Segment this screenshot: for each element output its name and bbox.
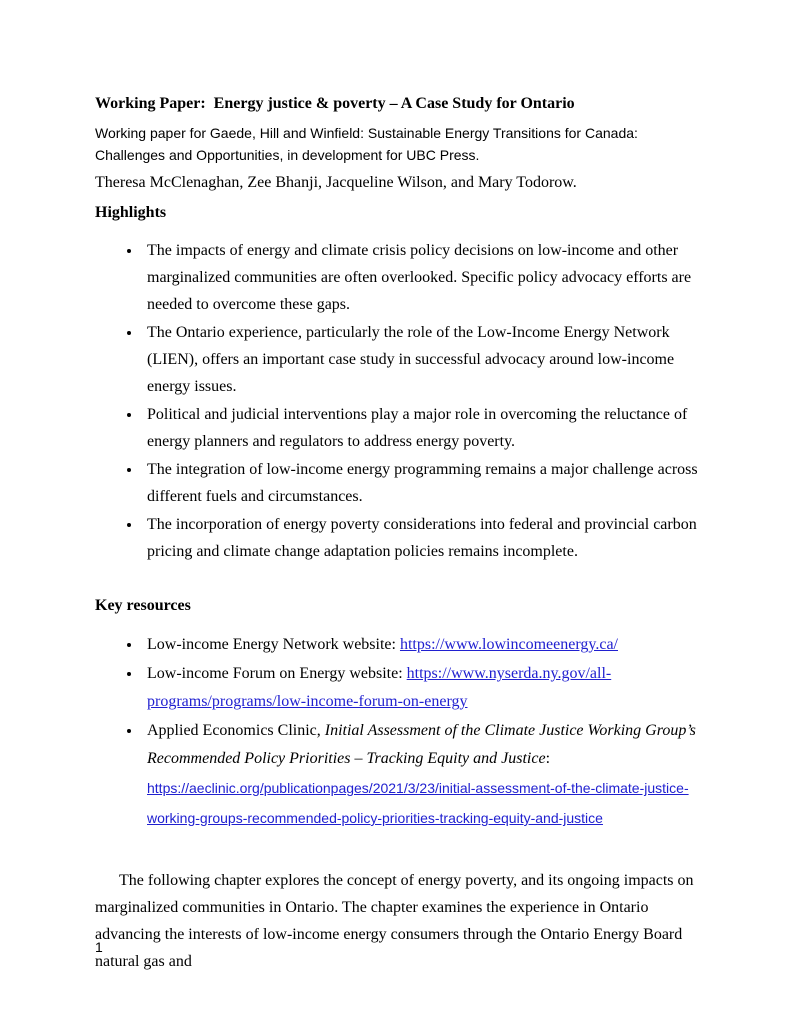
authors-line: Theresa McClenaghan, Zee Bhanji, Jacqueline Wilson, and Mary Todorow.	[95, 174, 577, 191]
list-item	[142, 631, 699, 659]
resource-publication-title: Initial Assessment of the Climate Justice Working Group’s Recommended Policy Priorities – Tracking Equity and Justice	[147, 722, 696, 767]
list-item: • The incorporation of energy poverty considerations into federal and provincial carbon pricing and climate change adaptation policies remains incomplete.	[142, 511, 699, 565]
list-item: • The Ontario experience, particularly the role of the Low-Income Energy Network (LIEN), offers an important case study in successful advocacy around low-income energy issues.	[142, 319, 699, 400]
highlights-heading: Highlights	[95, 204, 167, 221]
list-item	[142, 660, 699, 716]
list-item	[142, 717, 699, 833]
resource-label: Low-income Forum on Energy website:	[147, 665, 407, 682]
resources-list	[95, 631, 699, 833]
key-resources-heading: Key resources	[95, 597, 191, 614]
nyserda-link[interactable]: https://www.nyserda.ny.gov/all-programs/programs/low-income-forum-on-energy	[147, 665, 612, 710]
page-title: Working Paper: Energy justice & poverty – A Case Study for Ontario	[95, 95, 575, 112]
highlights-list	[95, 237, 699, 565]
resource-label: Applied Economics Clinic,	[147, 722, 325, 739]
resource-separator: :	[545, 750, 551, 767]
resource-label: Low-income Energy Network website:	[147, 636, 400, 653]
document-content	[95, 94, 699, 975]
list-item: • The impacts of energy and climate crisis policy decisions on low-income and other marginalized communities are often overlooked. Specific policy advocacy efforts are needed to overcome these gaps.	[142, 237, 699, 318]
list-item: • The integration of low-income energy programming remains a major challenge across different fuels and circumstances.	[142, 456, 699, 510]
aeclinic-link[interactable]: https://aeclinic.org/publicationpages/2021/3/23/initial-assessment-of-the-climate-justice-working-groups-recommended-policy-priorities-tracking-equity-and-justice	[147, 780, 689, 826]
working-paper-subtitle: Working paper for Gaede, Hill and Winfield: Sustainable Energy Transitions for Canada: Challenges and Opportunities, in development for UBC Press.	[95, 125, 638, 163]
lowincomeenergy-link[interactable]: https://www.lowincomeenergy.ca/	[399, 636, 618, 653]
body-paragraph: The following chapter explores the concept of energy poverty, and its ongoing impacts on marginalized communities in Ontario. The chapter examines the experience in Ontario advancing the interests of low-income energy consumers through the Ontario Energy Board natural gas and	[95, 872, 694, 970]
list-item: • Political and judicial interventions play a major role in overcoming the reluctance of energy planners and regulators to address energy poverty.	[142, 401, 699, 455]
page-number: 1	[95, 939, 103, 955]
